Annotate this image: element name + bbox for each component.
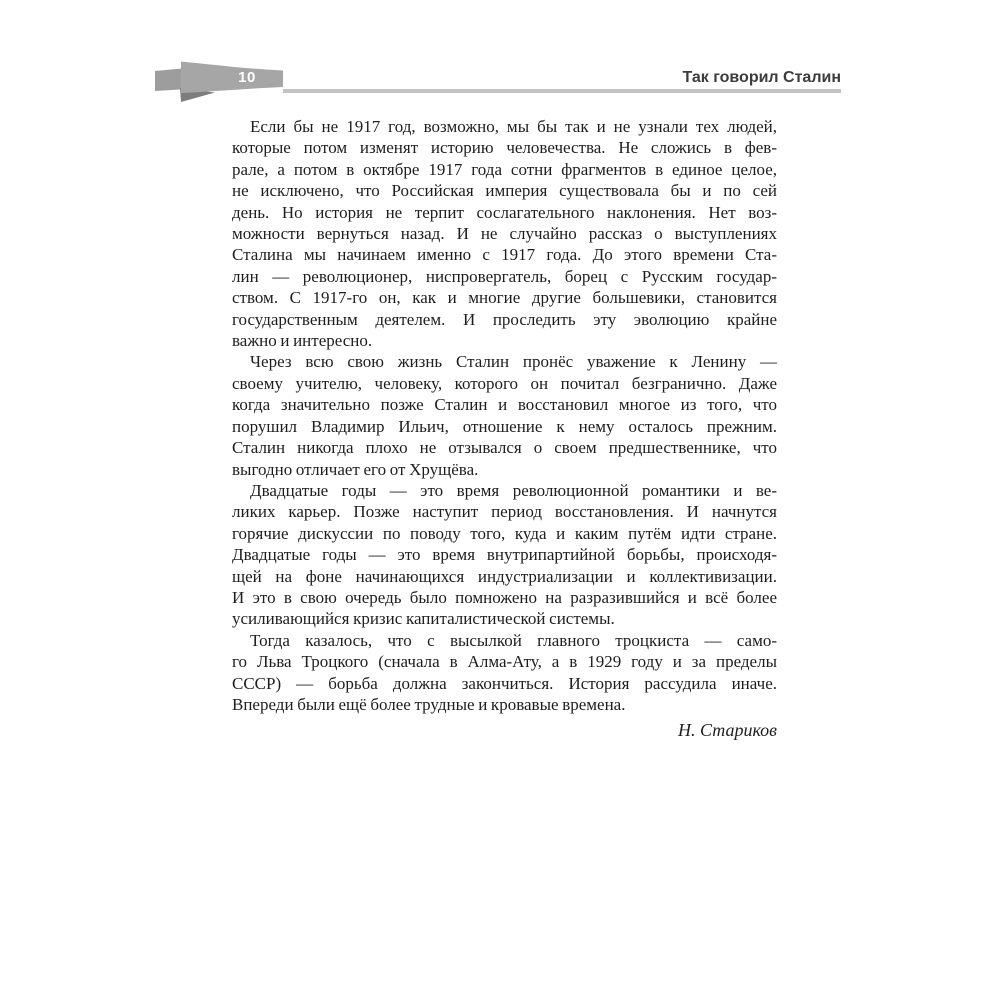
text-line: И это в свою очередь было помножено на разразившийся и всё более [232,587,777,607]
text-line: которые потом изменят историю человечества. Не сложись в фев- [232,138,777,158]
text-line: горячие дискуссии по поводу того, куда и каким путём идти стране. [232,523,777,543]
header-rule-divider [283,89,841,93]
text-line: Если бы не 1917 год, возможно, мы бы так и не узнали тех людей, [250,117,777,136]
running-title: Так говорил Сталин [682,69,841,86]
text-line: Сталин никогда плохо не отзывался о своем предшественнике, что [232,438,777,458]
paragraph [232,480,777,630]
text-line: порушил Владимир Ильич, отношение к нему осталось прежним. [232,416,777,436]
text-line: выгодно отличает его от Хрущёва. [232,459,479,479]
text-line: государственным деятелем. И проследить эту эволюцию крайне [232,309,777,329]
text-line: усиливающийся кризис капиталистической системы. [232,609,615,629]
text-column [232,116,777,741]
text-line: Двадцатые годы — это время внутрипартийной борьбы, происходя- [232,545,777,565]
text-line: своему учителю, человеку, которого он почитал безгранично. Даже [232,373,777,393]
text-line: щей на фоне начинающихся индустриализации и коллективизации. [232,566,777,586]
page-number-ribbon-icon [0,0,320,120]
text-line: Сталина мы начинаем именно с 1917 года. До этого времени Ста- [232,245,777,265]
text-line: го Льва Троцкого (сначала в Алма-Ату, а в 1929 году и за пределы [232,652,777,672]
paragraph [232,116,777,351]
text-line: Через всю свою жизнь Сталин пронёс уважение к Ленину — [250,352,777,372]
page-number: 10 [238,69,256,86]
text-line: ством. С 1917-го он, как и многие другие большевики, становится [232,288,777,308]
text-line: можности вернуться назад. И не случайно рассказ о выступлениях [232,224,777,244]
paragraph [232,630,777,716]
text-line: Двадцатые годы — это время революционной романтики и ве- [250,480,777,500]
author-signature: Н. Стариков [677,720,777,741]
text-line: когда значительно позже Сталин и восстановил многое из того, что [232,395,777,415]
text-line: СССР) — борьба должна закончиться. История рассудила иначе. [232,673,777,693]
text-line: рале, а потом в октябре 1917 года сотни фрагментов в единое целое, [232,159,777,179]
text-line: Впереди были ещё более трудные и кровавые времена. [232,694,626,714]
paragraph [232,351,777,479]
text-line: день. Но история не терпит сослагательного наклонения. Нет воз- [232,202,777,222]
text-line: лин — революционер, ниспровергатель, борец с Русским государ- [232,266,777,286]
text-line: важно и интересно. [232,331,373,351]
text-line: ликих карьер. Позже наступит период восстановления. И начнутся [232,502,777,522]
text-line: не исключено, что Российская империя существовала бы и по сей [232,181,777,201]
text-line: Тогда казалось, что с высылкой главного троцкиста — само- [250,630,777,650]
